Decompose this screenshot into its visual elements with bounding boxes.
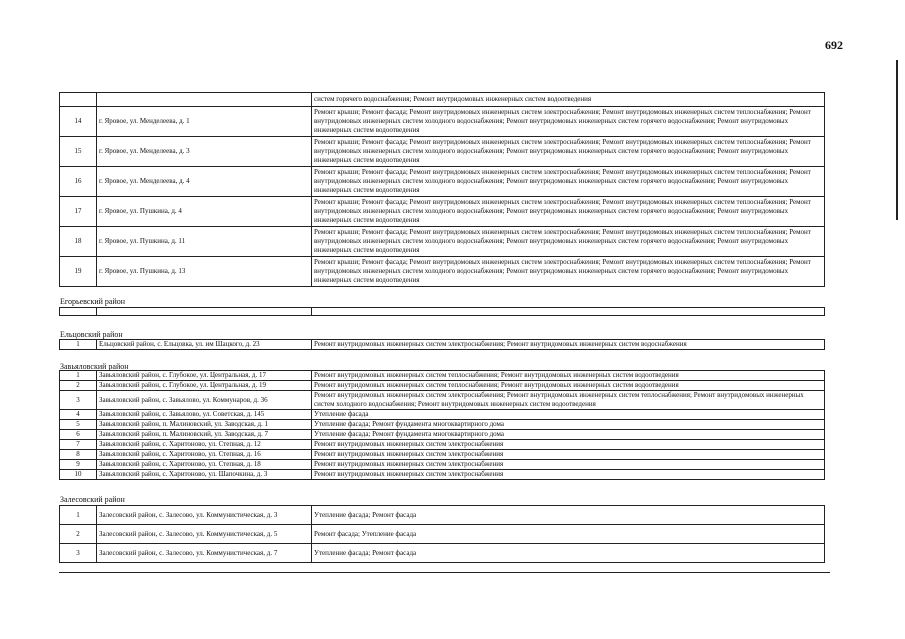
table-row	[60, 227, 825, 257]
table-row	[60, 167, 825, 197]
row-address: г. Яровое, ул. Пушкина, д. 4	[97, 197, 312, 227]
row-address: Залесовский район, с. Залесово, ул. Коммунистическая, д. 5	[97, 525, 312, 544]
page-number: 692	[825, 38, 843, 52]
row-number: 1	[60, 371, 97, 381]
row-number: 1	[60, 506, 97, 525]
row-works: Утепление фасада; Ремонт фундамента многоквартирного дома	[312, 430, 825, 440]
section-title-eltsovsky: Ельцовский район	[60, 330, 123, 339]
table-row	[60, 107, 825, 137]
table-row	[60, 340, 825, 350]
row-number: 14	[60, 107, 97, 137]
table-row	[60, 197, 825, 227]
table-row	[60, 308, 825, 316]
table-row-continuation	[60, 93, 825, 107]
table-row	[60, 257, 825, 287]
scan-edge-mark	[896, 60, 898, 220]
table-row	[60, 525, 825, 544]
section-title-zalesovsky: Залесовский район	[60, 495, 125, 504]
row-address: Завьяловский район, с. Харитоново, ул. Степная, д. 12	[97, 440, 312, 450]
row-number: 15	[60, 137, 97, 167]
row-number: 6	[60, 430, 97, 440]
section1-table	[59, 92, 825, 287]
zalesovsky-table	[59, 505, 825, 563]
row-address: г. Яровое, ул. Менделеева, д. 4	[97, 167, 312, 197]
table-row	[60, 430, 825, 440]
row-works: Утепление фасада; Ремонт фасада	[312, 506, 825, 525]
row-works: Ремонт внутридомовых инженерных систем электроснабжения; Ремонт внутридомовых инженерных систем теплоснабжения; Ремонт внутридомовых инженерных систем холодного водоснабжения; Ремонт внутридомовых инженерных систем водоотведения	[312, 391, 825, 410]
row-works: Утепление фасада; Ремонт фасада	[312, 544, 825, 563]
row-works: Ремонт крыши; Ремонт фасада; Ремонт внутридомовых инженерных систем электроснабжения; Ремонт внутридомовых инженерных систем теплоснабжения; Ремонт внутридомовых инженерных систем холодного водоснабжения; Ремонт внутридомовых инженерных систем горячего водоснабжения; Ремонт внутридомовых инженерных систем водоотведения	[312, 137, 825, 167]
row-address: Завьяловский район, с. Глубокое, ул. Центральная, д. 17	[97, 371, 312, 381]
row-works-cell: систем горячего водоснабжения; Ремонт внутридомовых инженерных систем водоотведения	[312, 93, 825, 107]
row-works: Ремонт крыши; Ремонт фасада; Ремонт внутридомовых инженерных систем электроснабжения; Ремонт внутридомовых инженерных систем теплоснабжения; Ремонт внутридомовых инженерных систем холодного водоснабжения; Ремонт внутридомовых инженерных систем горячего водоснабжения; Ремонт внутридомовых инженерных систем водоотведения	[312, 107, 825, 137]
row-address: г. Яровое, ул. Пушкина, д. 13	[97, 257, 312, 287]
row-works: Утепление фасада; Ремонт фундамента многоквартирного дома	[312, 420, 825, 430]
row-works: Ремонт внутридомовых инженерных систем электроснабжения	[312, 470, 825, 480]
row-address: Завьяловский район, с. Харитоново, ул. Степная, д. 16	[97, 450, 312, 460]
row-number: 17	[60, 197, 97, 227]
row-address: Завьяловский район, п. Малиновский, ул. Заводская, д. 7	[97, 430, 312, 440]
row-number: 2	[60, 525, 97, 544]
row-works: Ремонт внутридомовых инженерных систем теплоснабжения; Ремонт внутридомовых инженерных систем водоотведения	[312, 371, 825, 381]
row-number: 3	[60, 544, 97, 563]
row-address: Ельцовский район, с. Ельцовка, ул. им Шацкого, д. 23	[97, 340, 312, 350]
row-number: 8	[60, 450, 97, 460]
section-title-egoryevsky: Егорьевский район	[60, 297, 126, 306]
table-row	[60, 544, 825, 563]
table-row	[60, 391, 825, 410]
row-address: г. Яровое, ул. Менделеева, д. 3	[97, 137, 312, 167]
row-number: 3	[60, 391, 97, 410]
row-works: Ремонт фасада; Утепление фасада	[312, 525, 825, 544]
row-works: Ремонт крыши; Ремонт фасада; Ремонт внутридомовых инженерных систем электроснабжения; Ремонт внутридомовых инженерных систем теплоснабжения; Ремонт внутридомовых инженерных систем холодного водоснабжения; Ремонт внутридомовых инженерных систем горячего водоснабжения; Ремонт внутридомовых инженерных систем водоотведения	[312, 227, 825, 257]
row-works: Ремонт внутридомовых инженерных систем электроснабжения	[312, 460, 825, 470]
row-works: Ремонт внутридомовых инженерных систем теплоснабжения; Ремонт внутридомовых инженерных систем водоотведения	[312, 381, 825, 391]
table-row	[60, 506, 825, 525]
row-address: г. Яровое, ул. Пушкина, д. 11	[97, 227, 312, 257]
row-number: 18	[60, 227, 97, 257]
section-title-zavyalovsky: Завьяловский район	[60, 362, 129, 371]
row-number: 19	[60, 257, 97, 287]
table-row	[60, 450, 825, 460]
table-row	[60, 420, 825, 430]
table-row	[60, 371, 825, 381]
row-number: 4	[60, 410, 97, 420]
eltsovsky-table	[59, 339, 825, 350]
row-works: Ремонт внутридомовых инженерных систем электроснабжения	[312, 440, 825, 450]
zavyalovsky-table	[59, 370, 825, 480]
row-works: Ремонт крыши; Ремонт фасада; Ремонт внутридомовых инженерных систем электроснабжения; Ремонт внутридомовых инженерных систем теплоснабжения; Ремонт внутридомовых инженерных систем холодного водоснабжения; Ремонт внутридомовых инженерных систем горячего водоснабжения; Ремонт внутридомовых инженерных систем водоотведения	[312, 257, 825, 287]
row-works: Ремонт крыши; Ремонт фасада; Ремонт внутридомовых инженерных систем электроснабжения; Ремонт внутридомовых инженерных систем теплоснабжения; Ремонт внутридомовых инженерных систем холодного водоснабжения; Ремонт внутридомовых инженерных систем горячего водоснабжения; Ремонт внутридомовых инженерных систем водоотведения	[312, 167, 825, 197]
table-row	[60, 410, 825, 420]
row-number: 5	[60, 420, 97, 430]
row-works: Ремонт крыши; Ремонт фасада; Ремонт внутридомовых инженерных систем электроснабжения; Ремонт внутридомовых инженерных систем теплоснабжения; Ремонт внутридомовых инженерных систем холодного водоснабжения; Ремонт внутридомовых инженерных систем горячего водоснабжения; Ремонт внутридомовых инженерных систем водоотведения	[312, 197, 825, 227]
table-row	[60, 460, 825, 470]
row-number: 2	[60, 381, 97, 391]
row-works: Ремонт внутридомовых инженерных систем электроснабжения; Ремонт внутридомовых инженерных систем водоснабжения	[312, 340, 825, 350]
table-row	[60, 137, 825, 167]
table-row	[60, 470, 825, 480]
table-row	[60, 440, 825, 450]
row-number: 10	[60, 470, 97, 480]
row-address: Залесовский район, с. Залесово, ул. Коммунистическая, д. 3	[97, 506, 312, 525]
row-works: Ремонт внутридомовых инженерных систем электроснабжения	[312, 450, 825, 460]
row-address: г. Яровое, ул. Менделеева, д. 1	[97, 107, 312, 137]
row-address: Завьяловский район, с. Харитоново, ул. Степная, д. 18	[97, 460, 312, 470]
row-number: 7	[60, 440, 97, 450]
bottom-rule	[59, 572, 830, 573]
row-works: Утепление фасада	[312, 410, 825, 420]
row-number: 1	[60, 340, 97, 350]
egoryevsky-table	[59, 307, 825, 316]
row-address: Завьяловский район, с. Глубокое, ул. Центральная, д. 19	[97, 381, 312, 391]
row-num-cell	[60, 93, 97, 107]
row-number: 9	[60, 460, 97, 470]
row-address-cell	[97, 93, 312, 107]
row-address: Завьяловский район, с. Харитоново, ул. Шапочкина, д. 3	[97, 470, 312, 480]
row-address: Завьяловский район, с. Завьялово, ул. Советская, д. 145	[97, 410, 312, 420]
row-number: 16	[60, 167, 97, 197]
row-address: Залесовский район, с. Залесово, ул. Коммунистическая, д. 7	[97, 544, 312, 563]
row-address: Завьяловский район, с. Завьялово, ул. Коммунаров, д. 36	[97, 391, 312, 410]
table-row	[60, 381, 825, 391]
row-address: Завьяловский район, п. Малиновский, ул. Заводская, д. 1	[97, 420, 312, 430]
